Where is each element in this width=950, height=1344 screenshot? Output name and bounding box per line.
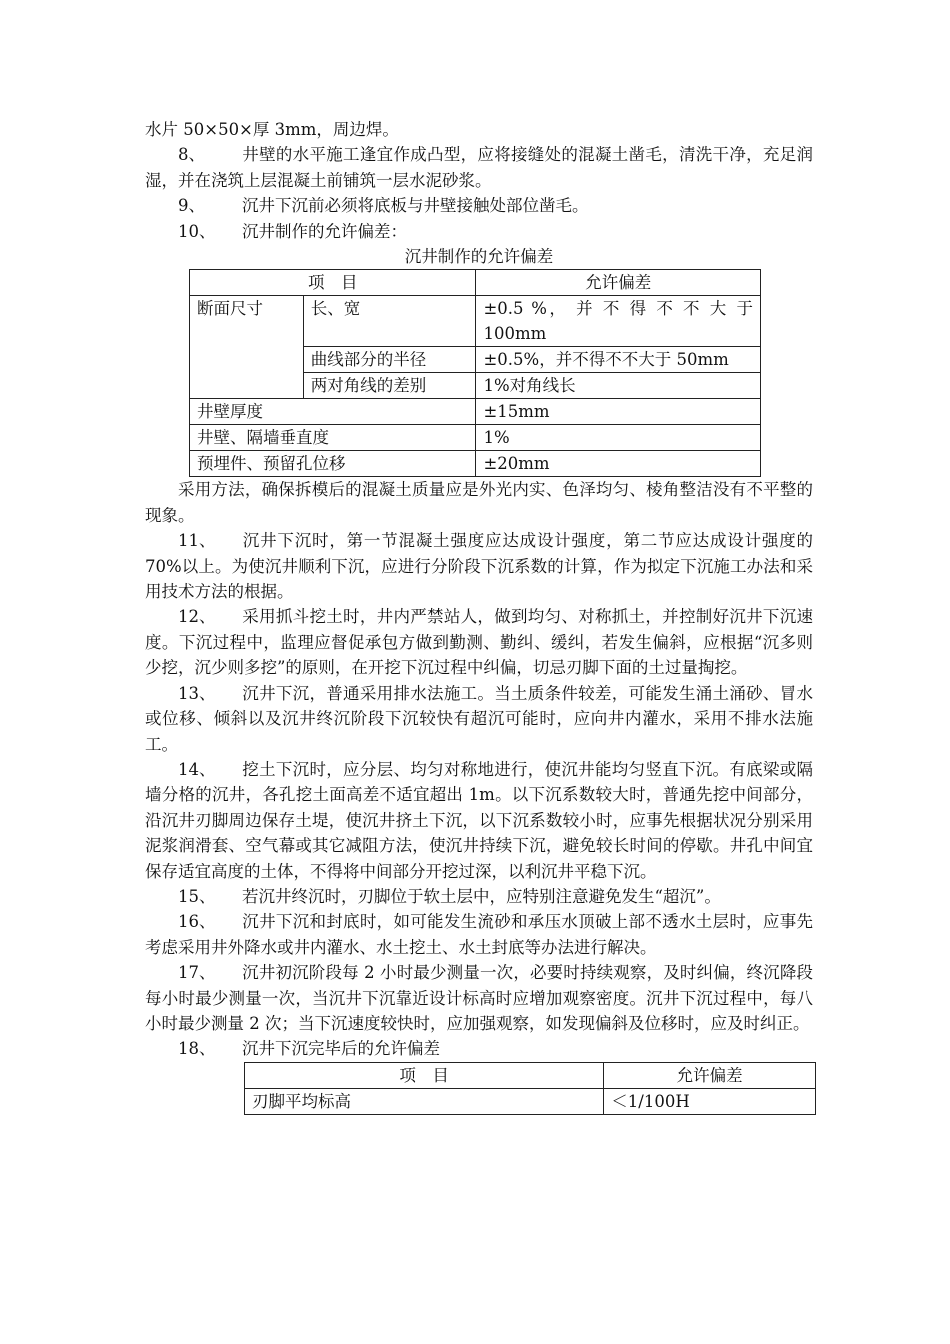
- header-tolerance: 允许偏差: [604, 1062, 816, 1088]
- table-row: [190, 296, 761, 347]
- item-18: [145, 1036, 813, 1061]
- item-text: 沉井初沉阶段每 2 小时最少测量一次，必要时持续观察，及时纠偏，终沉降段每小时最少测量一次，当沉井下沉靠近设计标高时应增加观察密度。沉井下沉过程中，每八小时最少测量 2 次；当下沉速度较快时，应加强观察，如发现偏斜及位移时，应及时纠正。: [145, 963, 813, 1033]
- item-number: 11、: [178, 531, 216, 551]
- row-item: 预埋件、预留孔位移: [190, 451, 476, 477]
- item-number: 10、: [178, 221, 216, 241]
- intro-line: 水片 50×50×厚 3mm，周边焊。: [145, 120, 399, 139]
- item-number: 9、: [178, 196, 205, 216]
- table-row: [190, 425, 761, 451]
- item-text: 若沉井终沉时，刃脚位于软土层中，应特别注意避免发生“超沉”。: [242, 886, 721, 906]
- item-number: 12、: [178, 607, 216, 627]
- item-number: 13、: [178, 683, 216, 703]
- table1-caption: 沉井制作的允许偏差: [404, 247, 554, 267]
- item-9: [145, 193, 813, 218]
- row-item: 曲线部分的半径: [303, 347, 476, 373]
- table-row: [190, 399, 761, 425]
- item-11: [145, 528, 813, 604]
- header-tolerance: 允许偏差: [476, 270, 761, 296]
- item-text: 采用抓斗挖土时，井内严禁站人，做到均匀、对称抓土，并控制好沉井下沉速度。下沉过程中，监理应督促承包方做到勤测、勤纠、缓纠，若发生偏斜，应根据“沉多则少挖，沉少则多挖”的原则，在开挖下沉过程中纠偏，切忌刃脚下面的土过量掏挖。: [145, 607, 813, 678]
- item-text: 沉井制作的允许偏差：: [242, 221, 407, 241]
- table-row: [190, 451, 761, 477]
- item-16: [145, 909, 813, 960]
- row-item: 长、宽: [303, 296, 476, 347]
- item-number: 15、: [178, 886, 216, 906]
- item-number: 17、: [178, 963, 216, 983]
- row-item: 井壁、隔墙垂直度: [190, 425, 476, 451]
- row-item: 两对角线的差别: [303, 373, 476, 399]
- item-14: [145, 757, 813, 884]
- table-tolerance-fabrication: [189, 269, 761, 477]
- item-number: 8、: [178, 145, 205, 165]
- item-text: 沉井下沉和封底时，如可能发生流砂和承压水顶破上部不透水土层时，应事先考虑采用井外降水或井内灌水、水土挖土、水土封底等办法进行解决。: [145, 912, 813, 957]
- row-item: 刃脚平均标高: [245, 1088, 604, 1114]
- header-item: 项 目: [245, 1062, 604, 1088]
- row-tolerance: ±0.5%，并不得不不大于 50mm: [476, 347, 761, 373]
- row-tolerance: ±15mm: [476, 399, 761, 425]
- table-header-row: [245, 1062, 816, 1088]
- row-tolerance: 1%对角线长: [476, 373, 761, 399]
- item-number: 16、: [178, 912, 216, 932]
- item-10: [145, 219, 813, 244]
- item-text: 沉井下沉完毕后的允许偏差: [242, 1039, 440, 1059]
- item-number: 18、: [178, 1039, 216, 1059]
- document-body: [145, 117, 813, 1115]
- item-13: [145, 681, 813, 757]
- row-tolerance: ±0.5 %， 并 不 得 不 不 大 于 100mm: [476, 296, 761, 347]
- item-text: 沉井下沉，普通采用排水法施工。当土质条件较差，可能发生涌土涌砂、冒水或位移、倾斜以及沉井终沉阶段下沉较快有超沉可能时，应向井内灌水，采用不排水法施工。: [145, 683, 813, 754]
- table-tolerance-sinking: [244, 1062, 816, 1115]
- after-table-paragraph: 采用方法，确保拆模后的混凝土质量应是外光内实、色泽均匀、棱角整洁没有不平整的现象。: [145, 480, 813, 525]
- item-text: 沉井下沉前必须将底板与井壁接触处部位凿毛。: [242, 196, 589, 216]
- item-15: [145, 884, 813, 909]
- group-label: 断面尺寸: [190, 296, 304, 399]
- table-header-row: [190, 270, 761, 296]
- row-tolerance: 1%: [476, 425, 761, 451]
- item-text: 沉井下沉时，第一节混凝土强度应达成设计强度，第二节应达成设计强度的 70%以上。为使沉井顺利下沉，应进行分阶段下沉系数的计算，作为拟定下沉施工办法和采用技术方法的根据。: [145, 531, 813, 602]
- row-tolerance: ±20mm: [476, 451, 761, 477]
- item-text: 井壁的水平施工逢宜作成凸型，应将接缝处的混凝土凿毛，清洗干净，充足润湿，并在浇筑上层混凝土前铺筑一层水泥砂浆。: [145, 145, 813, 190]
- item-17: [145, 960, 813, 1036]
- header-item: 项 目: [190, 270, 476, 296]
- item-8: [145, 142, 813, 193]
- row-item: 井壁厚度: [190, 399, 476, 425]
- row-tolerance: ＜1/100H: [604, 1088, 816, 1114]
- item-number: 14、: [178, 759, 216, 779]
- item-text: 挖土下沉时，应分层、均匀对称地进行，使沉井能均匀竖直下沉。有底梁或隔墙分格的沉井，各孔挖土面高差不适宜超出 1m。以下沉系数较大时，普通先挖中间部分，沿沉井刃脚周边保存土堤，使沉井挤土下沉，以下沉系数较小时，应事先根据状况分别采用泥浆润滑套、空气幕或其它减阻方法，使沉井持续下沉，避免较长时间的停歇。井孔中间宜保存适宜高度的土体，不得将中间部分开挖过深，以利沉井平稳下沉。: [145, 759, 813, 881]
- item-12: [145, 604, 813, 680]
- table-row: [245, 1088, 816, 1114]
